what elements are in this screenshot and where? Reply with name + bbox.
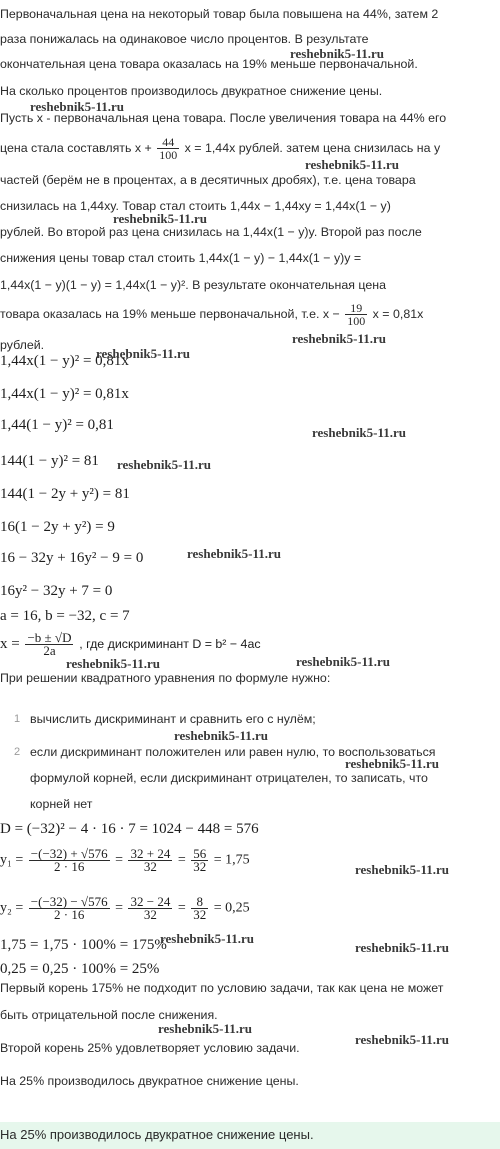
- text-part: y₂ =: [0, 900, 24, 916]
- text-part: =: [177, 852, 186, 868]
- numerator: 19: [345, 302, 367, 315]
- solution-line: Пусть x - первоначальная цена товара. После увеличения товара на 44% его: [0, 111, 447, 125]
- equation: a = 16, b = −32, c = 7: [0, 608, 130, 624]
- watermark: reshebnik5-11.ru: [355, 940, 450, 955]
- fraction: [128, 896, 172, 921]
- denominator: 32: [143, 907, 157, 922]
- numerator: 32 − 24: [130, 894, 171, 909]
- equation: 1,44x(1 − y)² = 0,81x: [0, 353, 129, 369]
- watermark: reshebnik5-11.ru: [113, 211, 208, 226]
- conclusion-line: На 25% производилось двукратное снижение цены.: [0, 1074, 299, 1088]
- fraction: [25, 632, 73, 657]
- numerator: 8: [191, 896, 208, 909]
- text-part: y₁ =: [0, 852, 24, 868]
- text-part: =: [177, 900, 186, 916]
- denominator: 2a: [43, 643, 56, 658]
- denominator: 32: [143, 859, 157, 874]
- watermark: reshebnik5-11.ru: [160, 931, 255, 946]
- text-part: = 0,25: [213, 900, 250, 916]
- solution-line: [0, 302, 423, 327]
- numerator: −(−32) + √576: [30, 846, 108, 861]
- equation: 16 − 32y + 16y² − 9 = 0: [0, 550, 144, 566]
- list-item: корней нет: [30, 797, 93, 811]
- text-part: =: [115, 900, 123, 916]
- problem-line: окончательная цена товара оказалась на 19% меньше первоначальной.: [0, 57, 418, 71]
- equation: 144(1 − y)² = 81: [0, 453, 99, 469]
- root-y2: [0, 896, 250, 921]
- text-part: x = 1,44x рублей. затем цена снизилась на y: [184, 140, 441, 155]
- answer-text: На 25% производилось двукратное снижение цены.: [0, 1127, 314, 1142]
- denominator: 32: [193, 907, 207, 922]
- watermark: reshebnik5-11.ru: [158, 1021, 253, 1036]
- fraction: [191, 896, 208, 921]
- solution-line: снизилась на 1,44xy. Товар стал стоить 1,44x − 1,44xy = 1,44x(1 − y): [0, 199, 391, 213]
- watermark: reshebnik5-11.ru: [345, 756, 440, 771]
- numerator: 56: [193, 846, 207, 861]
- watermark: reshebnik5-11.ru: [96, 346, 191, 361]
- conclusion-line: Первый корень 175% не подходит по условию задачи, так как цена не может: [0, 981, 444, 995]
- rules-intro: При решении квадратного уравнения по формуле нужно:: [0, 671, 331, 685]
- text-part: , где дискриминант D = b² − 4ac: [79, 636, 261, 651]
- watermark: reshebnik5-11.ru: [296, 654, 391, 669]
- numerator: −(−32) − √576: [30, 894, 108, 909]
- text-part: цена стала составлять x +: [0, 140, 152, 155]
- text-part: x = 0,81x: [372, 306, 424, 321]
- list-number: 2: [14, 746, 21, 758]
- watermark: reshebnik5-11.ru: [312, 425, 407, 440]
- list-item: вычислить дискриминант и сравнить его с нулём;: [30, 712, 316, 726]
- watermark: reshebnik5-11.ru: [292, 331, 387, 346]
- solution-line: снижения цены товар стал стоить 1,44x(1 − y) − 1,44x(1 − y)y =: [0, 251, 362, 265]
- list-item: формулой корней, если дискриминант отрицателен, то записать, что: [30, 771, 428, 785]
- watermark: reshebnik5-11.ru: [355, 1032, 450, 1047]
- fraction: [157, 136, 179, 161]
- solution-line: рублей. Во второй раз цена снизилась на 1,44x(1 − y)y. Второй раз после: [0, 225, 422, 239]
- solution-line: частей (берём не в процентах, а в десятичных дробях), т.е. цена товара: [0, 173, 416, 187]
- percent-calc: 1,75 = 1,75 · 100% = 175%: [0, 937, 167, 953]
- watermark: reshebnik5-11.ru: [290, 46, 385, 61]
- conclusion-line: Второй корень 25% удовлетворяет условию задачи.: [0, 1041, 300, 1055]
- conclusion-line: быть отрицательной после снижения.: [0, 1008, 218, 1022]
- denominator: 32: [193, 859, 207, 874]
- problem-line: На сколько процентов производилось двукратное снижение цены.: [0, 84, 383, 98]
- watermark: reshebnik5-11.ru: [305, 157, 400, 172]
- watermark: reshebnik5-11.ru: [66, 656, 161, 671]
- fraction: [29, 896, 110, 921]
- numerator: 32 + 24: [130, 846, 171, 861]
- denominator: 100: [347, 314, 366, 328]
- equation: 16(1 − 2y + y²) = 9: [0, 519, 115, 535]
- equation: 1,44x(1 − y)² = 0,81x: [0, 386, 129, 402]
- denominator: 100: [159, 148, 178, 162]
- equation: 1,44(1 − y)² = 0,81: [0, 417, 114, 433]
- watermark: reshebnik5-11.ru: [187, 546, 282, 561]
- equation: 144(1 − 2y + y²) = 81: [0, 486, 130, 502]
- denominator: 2 · 16: [54, 907, 85, 922]
- watermark: reshebnik5-11.ru: [30, 99, 125, 114]
- solution-line: рублей.: [0, 338, 45, 352]
- text-part: x =: [0, 635, 20, 652]
- numerator: 44: [157, 136, 179, 149]
- watermark: reshebnik5-11.ru: [355, 862, 450, 877]
- discriminant-calc: D = (−32)² − 4 · 16 · 7 = 1024 − 448 = 576: [0, 821, 259, 837]
- text-part: товара оказалась на 19% меньше первоначальной, т.е. x −: [0, 306, 340, 321]
- watermark: reshebnik5-11.ru: [174, 728, 269, 743]
- list-number: 1: [14, 713, 21, 725]
- problem-line: Первоначальная цена на некоторый товар была повышена на 44%, затем 2: [0, 7, 439, 21]
- fraction: [128, 848, 172, 873]
- solution-line: 1,44x(1 − y)(1 − y) = 1,44x(1 − y)². В результате окончательная цена: [0, 278, 386, 292]
- watermark: reshebnik5-11.ru: [117, 457, 212, 472]
- list-item: если дискриминант положителен или равен нулю, то воспользоваться: [30, 745, 436, 759]
- problem-line: раза понижалась на одинаковое число процентов. В результате: [0, 32, 369, 46]
- fraction: [191, 848, 208, 873]
- fraction: [345, 302, 367, 327]
- denominator: 2 · 16: [54, 859, 85, 874]
- fraction: [29, 848, 110, 873]
- equation: 16y² − 32y + 7 = 0: [0, 583, 113, 599]
- root-y1: [0, 848, 250, 873]
- percent-calc: 0,25 = 0,25 · 100% = 25%: [0, 961, 160, 977]
- text-part: = 1,75: [213, 852, 250, 868]
- text-part: =: [115, 852, 123, 868]
- numerator: −b ± √D: [27, 630, 72, 645]
- answer-box: [0, 1122, 500, 1149]
- equation: [0, 632, 261, 657]
